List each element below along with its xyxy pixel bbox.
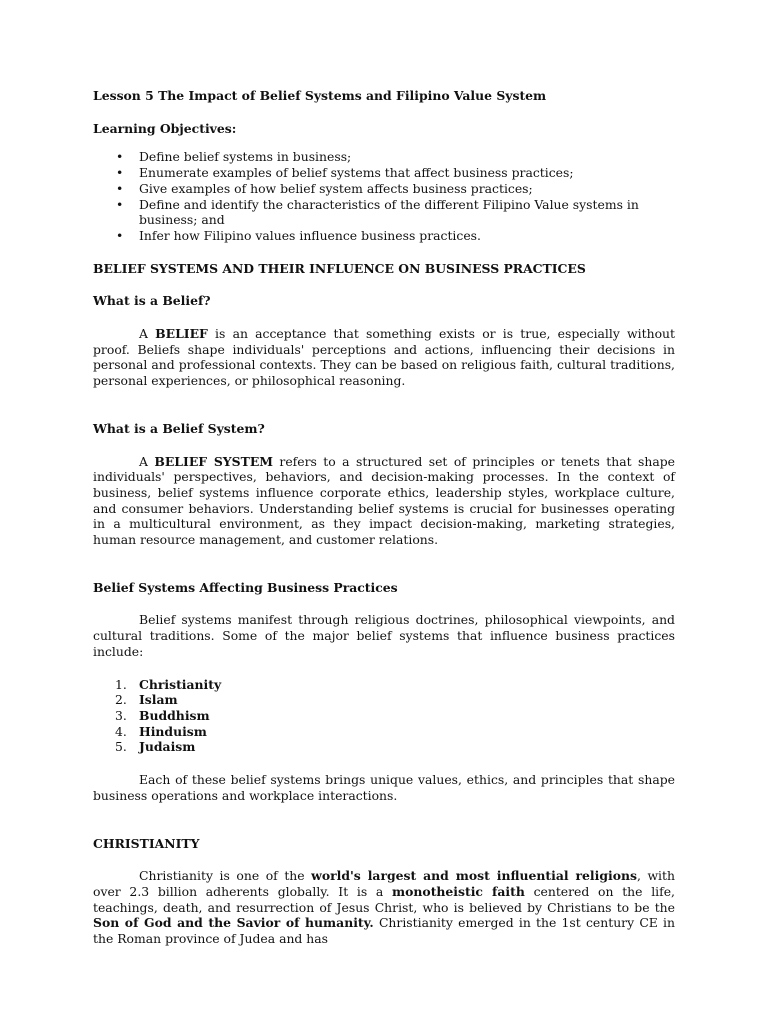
bullet-icon: •: [116, 180, 124, 196]
objectives-heading: Learning Objectives:: [93, 120, 237, 136]
list-item: 2. Islam: [115, 692, 178, 708]
list-item: 4. Hinduism: [115, 723, 207, 739]
bullet-icon: •: [116, 196, 124, 212]
belief-system-heading: What is a Belief System?: [93, 420, 265, 436]
list-item: • Give examples of how belief system affects business practices;: [116, 180, 533, 196]
affecting-heading: Belief Systems Affecting Business Practices: [93, 579, 398, 595]
objectives-list: [93, 149, 675, 243]
bullet-icon: •: [116, 149, 124, 165]
list-item: • Define and identify the characteristics of the different Filipino Value systems in business; and: [116, 196, 639, 228]
section-heading-belief-systems: BELIEF SYSTEMS AND THEIR INFLUENCE ON BUSINESS PRACTICES: [93, 260, 586, 276]
affecting-intro: Belief systems manifest through religious doctrines, philosophical viewpoints, and cultural traditions. Some of the major belief systems that influence business practices include:: [93, 612, 675, 659]
affecting-closing: Each of these belief systems brings unique values, ethics, and principles that shape business operations and workplace interactions.: [93, 772, 675, 803]
belief-paragraph: A BELIEF is an acceptance that something exists or is true, especially without proof. Beliefs shape individuals' perceptions and actions, influencing their decisions in personal and professional contexts. They can be based on religious faith, cultural traditions, personal experiences, or philosophical reasoning.: [93, 326, 676, 389]
belief-system-term: BELIEF SYSTEM: [154, 453, 273, 469]
list-item: • Enumerate examples of belief systems that affect business practices;: [116, 165, 574, 181]
list-item: • Infer how Filipino values influence business practices.: [116, 227, 481, 243]
lesson-title: Lesson 5 The Impact of Belief Systems and Filipino Value System: [93, 88, 547, 103]
belief-heading: What is a Belief?: [93, 293, 211, 309]
belief-term: BELIEF: [155, 326, 208, 342]
christianity-paragraph: Christianity is one of the world's largest and most influential religions, with over 2.3 billion adherents globally. It is a monotheistic faith centered on the life, teachings, death, and resurrection of Jesus Christ, who is believed by Christians to be the Son of God and the Savior of humanity. Christianity emerged in the 1st century CE in the Roman province of Judea and has: [93, 868, 676, 947]
christianity-heading: CHRISTIANITY: [93, 835, 200, 851]
list-item: • Define belief systems in business;: [116, 149, 352, 165]
list-item: 3. Buddhism: [115, 707, 210, 723]
belief-system-paragraph: A BELIEF SYSTEM refers to a structured set of principles or tenets that shape individuals' perspectives, behaviors, and decision-making processes. In the context of business, belief systems influence corporate ethics, leadership styles, workplace culture, and consumer behaviors. Understanding belief systems is crucial for businesses operating in a multicultural environment, as they impact decision-making, marketing strategies, human resource management, and customer relations.: [93, 453, 675, 548]
belief-systems-list: [93, 677, 675, 756]
list-item: 1. Christianity: [115, 676, 222, 692]
bullet-icon: •: [116, 165, 124, 181]
bullet-icon: •: [116, 227, 124, 243]
document-page: [93, 88, 675, 947]
list-item: 5. Judaism: [115, 739, 196, 755]
